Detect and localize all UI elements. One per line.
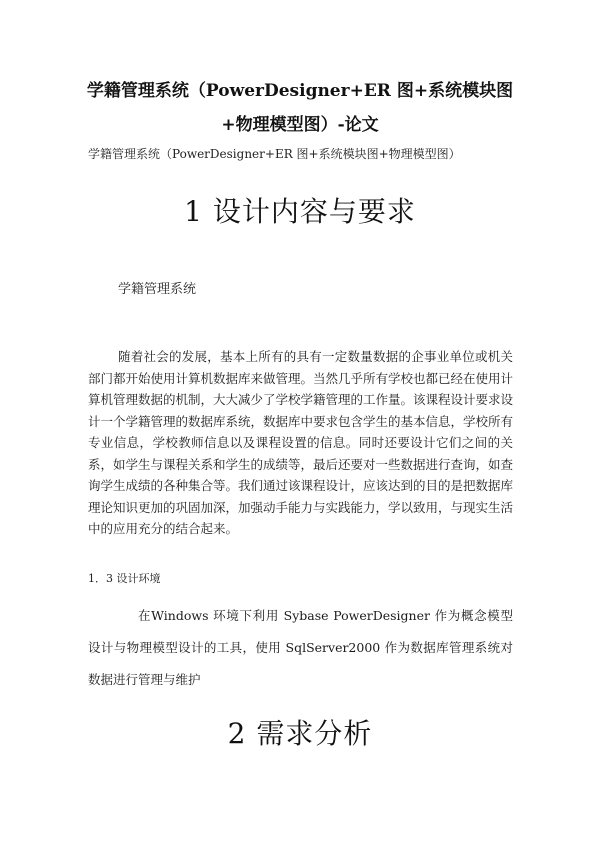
section-1-heading: 1 设计内容与要求 xyxy=(184,195,416,228)
design-environment-paragraph: 在Windows 环境下利用 Sybase PowerDesigner 作为概念模型设计与物理模型设计的工具，使用 SqlServer2000 作为数据库管理系统对数据进行管理与维护 xyxy=(88,608,513,687)
intro-paragraph: 随着社会的发展，基本上所有的具有一定数量数据的企事业单位或机关部门都开始使用计算机数据库来做管理。当然几乎所有学校也都已经在使用计算机管理数据的机制，大大减少了学校学籍管理的工作量。该课程设计要求设计一个学籍管理的数据库系统，数据库中要求包含学生的基本信息，学校所有专业信息，学校教师信息以及课程设置的信息。同时还要设计它们之间的关系，如学生与课程关系和学生的成绩等，最后还要对一些数据进行查询，如查询学生成绩的各种集合等。我们通过该课程设计，应该达到的目的是把数据库理论知识更加的巩固加深，加强动手能力与实践能力，学以致用，与现实生活中的应用充分的结合起来。 xyxy=(88,349,514,536)
design-environment-heading: 1．3 设计环境 xyxy=(88,572,161,585)
document-subtitle: 学籍管理系统（PowerDesigner+ER 图+系统模块图+物理模型图） xyxy=(88,147,461,161)
section-2-heading: 2 需求分析 xyxy=(227,717,373,750)
system-name-label: 学籍管理系统 xyxy=(118,282,197,297)
document-title: 学籍管理系统（PowerDesigner+ER 图+系统模块图+物理模型图）-论文 xyxy=(86,81,514,135)
